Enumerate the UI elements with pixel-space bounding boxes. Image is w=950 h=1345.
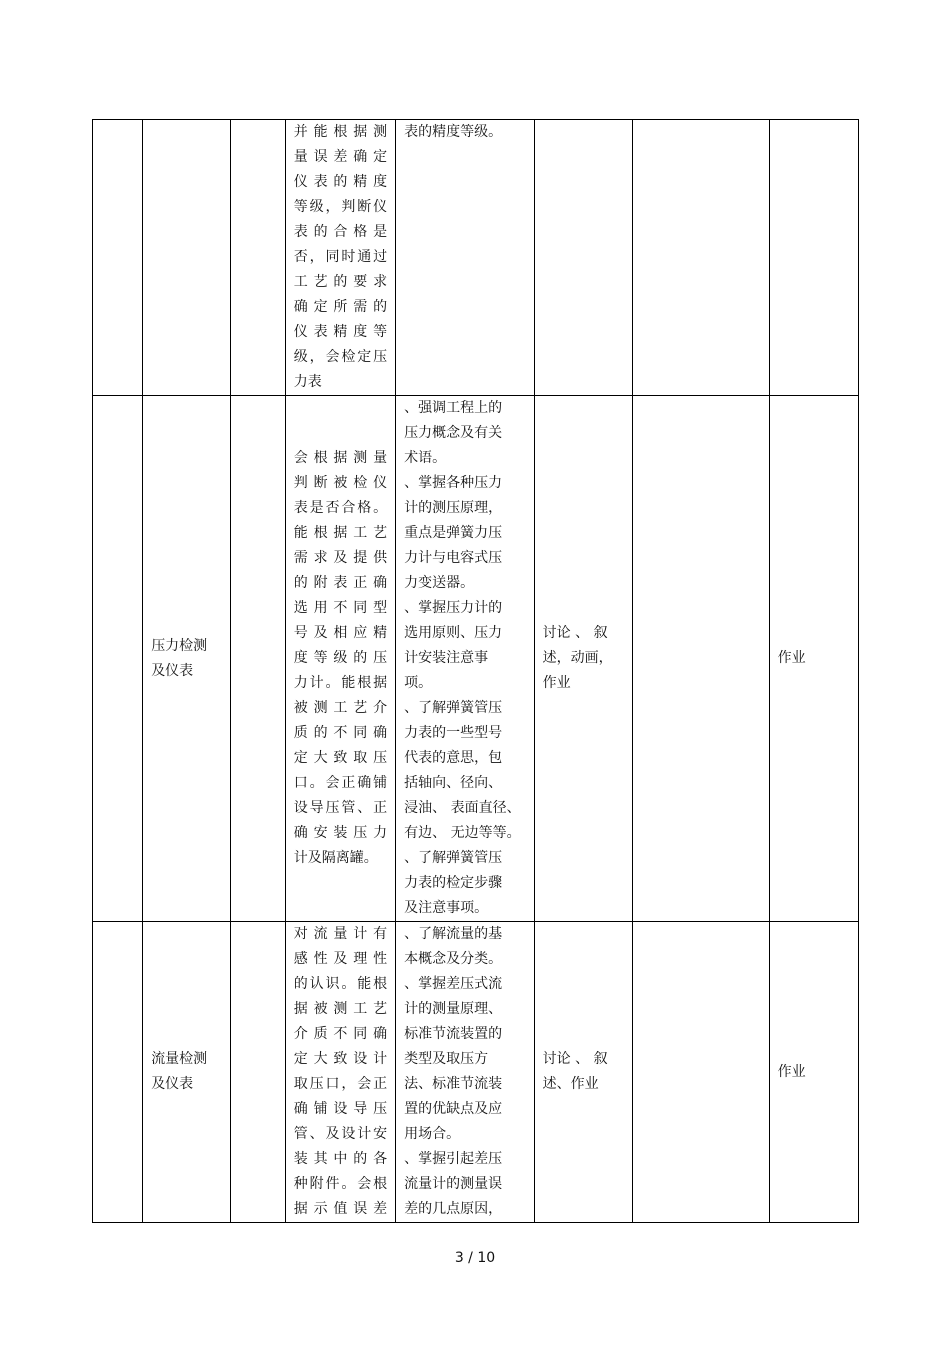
cell-method [534, 922, 632, 1223]
text-line: 力表的检定步骤 [404, 875, 503, 891]
cell-method [534, 120, 632, 396]
text-line: 括轴向、径向、 [404, 775, 503, 791]
cell-method [534, 396, 632, 922]
text-line: 流量计的测量误 [404, 1176, 503, 1192]
text-line: 代表的意思，包 [404, 750, 503, 766]
text-line: 置的优缺点及应 [404, 1101, 503, 1117]
text-line: 的附表正确 [293, 575, 388, 591]
text-line: 计安装注意事 [404, 650, 489, 666]
cell-index [93, 922, 143, 1223]
text-line: 讨论 、 叙 [542, 625, 608, 641]
text-line: 确铺设导压 [293, 1101, 388, 1117]
cell-ability [285, 120, 395, 396]
text-line: 及仪表 [151, 1076, 194, 1092]
text-line: 、掌握压力计的 [404, 600, 503, 616]
text-line: 选用不同型 [293, 600, 388, 616]
text-line: 、了解弹簧管压 [404, 850, 503, 866]
text-line: 介质不同确 [293, 1026, 388, 1042]
text-line: 的认识。能根 [293, 976, 388, 992]
text-line: 述，动画， [542, 650, 613, 666]
text-line: 需求及提供 [293, 550, 388, 566]
text-line: 种附件。会根 [293, 1176, 388, 1192]
text-line: 力表的一些型号 [404, 725, 503, 741]
table-row [93, 922, 859, 1223]
cell-assessment [769, 396, 858, 922]
text-line: 述、作业 [542, 1076, 599, 1092]
text-line: 会根据测量 [293, 450, 388, 466]
text-line: 标准节流装置的 [404, 1026, 503, 1042]
text-line: 装其中的各 [293, 1151, 388, 1167]
text-line: 质的不同确 [293, 725, 388, 741]
text-line: 及注意事项。 [404, 900, 489, 916]
text-line: 确定所需的 [293, 299, 388, 315]
text-line: 用场合。 [404, 1126, 461, 1142]
text-line: 级，会检定压 [293, 349, 388, 365]
text-line: 定大致设计 [293, 1051, 388, 1067]
cell-blank [633, 396, 770, 922]
text-line: 否，同时通过 [293, 249, 388, 265]
text-line: 、了解流量的基 [404, 926, 503, 942]
text-line: 判断被检仪 [293, 475, 388, 491]
text-line: 法、标准节流装 [404, 1076, 503, 1092]
text-line: 术语。 [404, 450, 447, 466]
cell-topic [143, 396, 230, 922]
text-line: 表是否合格。 [293, 500, 388, 516]
text-line: 据被测工艺 [293, 1001, 388, 1017]
table-row [93, 396, 859, 922]
cell-index [93, 396, 143, 922]
text-line: 量误差确定 [293, 149, 388, 165]
text-line: 确安装压力 [293, 825, 388, 841]
text-line: 压力概念及有关 [404, 425, 503, 441]
text-line: 计的测压原理， [404, 500, 503, 516]
text-line: 作业 [777, 1063, 806, 1080]
cell-knowledge [396, 922, 535, 1223]
text-line: 工艺的要求 [293, 274, 388, 290]
text-line: 力变送器。 [404, 575, 475, 591]
text-line: 力计。能根据 [293, 675, 388, 691]
text-line: 被测工艺介 [293, 700, 388, 716]
text-line: 、了解弹簧管压 [404, 700, 503, 716]
cell-ability [285, 396, 395, 922]
cell-blank [633, 922, 770, 1223]
text-line: 口。会正确铺 [293, 775, 388, 791]
cell-ability [285, 922, 395, 1223]
cell-knowledge [396, 396, 535, 922]
text-line: 作业 [542, 675, 571, 691]
cell-knowledge [396, 120, 535, 396]
text-line: 讨论 、 叙 [542, 1051, 608, 1067]
text-line: 力表 [293, 374, 322, 390]
text-line: 并能根据测 [293, 124, 388, 140]
text-line: 管、及设计安 [293, 1126, 388, 1142]
text-line: 及仪表 [151, 662, 194, 679]
text-line: 感性及理性 [293, 951, 388, 967]
text-line: 选用原则、压力 [404, 625, 503, 641]
cell-assessment [769, 922, 858, 1223]
text-line: 等级，判断仪 [293, 199, 388, 215]
text-line: 计的测量原理、 [404, 1001, 503, 1017]
cell-blank [633, 120, 770, 396]
text-line: 仪表精度等 [293, 324, 388, 340]
text-line: 、强调工程上的 [404, 400, 503, 416]
cell-topic [143, 120, 230, 396]
text-line: 类型及取压方 [404, 1051, 489, 1067]
text-line: 力计与电容式压 [404, 550, 503, 566]
text-line: 压力检测 [151, 637, 208, 654]
text-line: 计及隔离罐。 [293, 850, 378, 866]
text-line: 重点是弹簧力压 [404, 525, 503, 541]
cell-topic [143, 922, 230, 1223]
cell-hours [230, 396, 285, 922]
cell-hours [230, 120, 285, 396]
text-line: 、掌握差压式流 [404, 976, 503, 992]
text-line: 、掌握引起差压 [404, 1151, 503, 1167]
text-line: 差的几点原因， [404, 1201, 503, 1217]
page-number: 3 / 10 [454, 1250, 496, 1266]
cell-index [93, 120, 143, 396]
text-line: 号及相应精 [293, 625, 388, 641]
text-line: 取压口，会正 [293, 1076, 388, 1092]
text-line: 表的精度等级。 [404, 124, 503, 140]
text-line: 度等级的压 [293, 650, 388, 666]
text-line: 表的合格是 [293, 224, 388, 240]
cell-hours [230, 922, 285, 1223]
table-row [93, 120, 859, 396]
text-line: 对流量计有 [293, 926, 388, 942]
course-table [92, 119, 859, 1223]
text-line: 据示值误差 [293, 1201, 388, 1217]
text-line: 项。 [404, 675, 433, 691]
text-line: 本概念及分类。 [404, 951, 503, 967]
text-line: 能根据工艺 [293, 525, 388, 541]
text-line: 设导压管、正 [293, 800, 388, 816]
text-line: 仪表的精度 [293, 174, 388, 190]
text-line: 流量检测 [151, 1051, 208, 1067]
cell-assessment [769, 120, 858, 396]
text-line: 作业 [777, 650, 806, 666]
text-line: 、掌握各种压力 [404, 475, 503, 491]
text-line: 浸油、 表面直径、 [404, 800, 521, 816]
text-line: 定大致取压 [293, 750, 388, 766]
text-line: 有边、 无边等等。 [404, 825, 521, 841]
